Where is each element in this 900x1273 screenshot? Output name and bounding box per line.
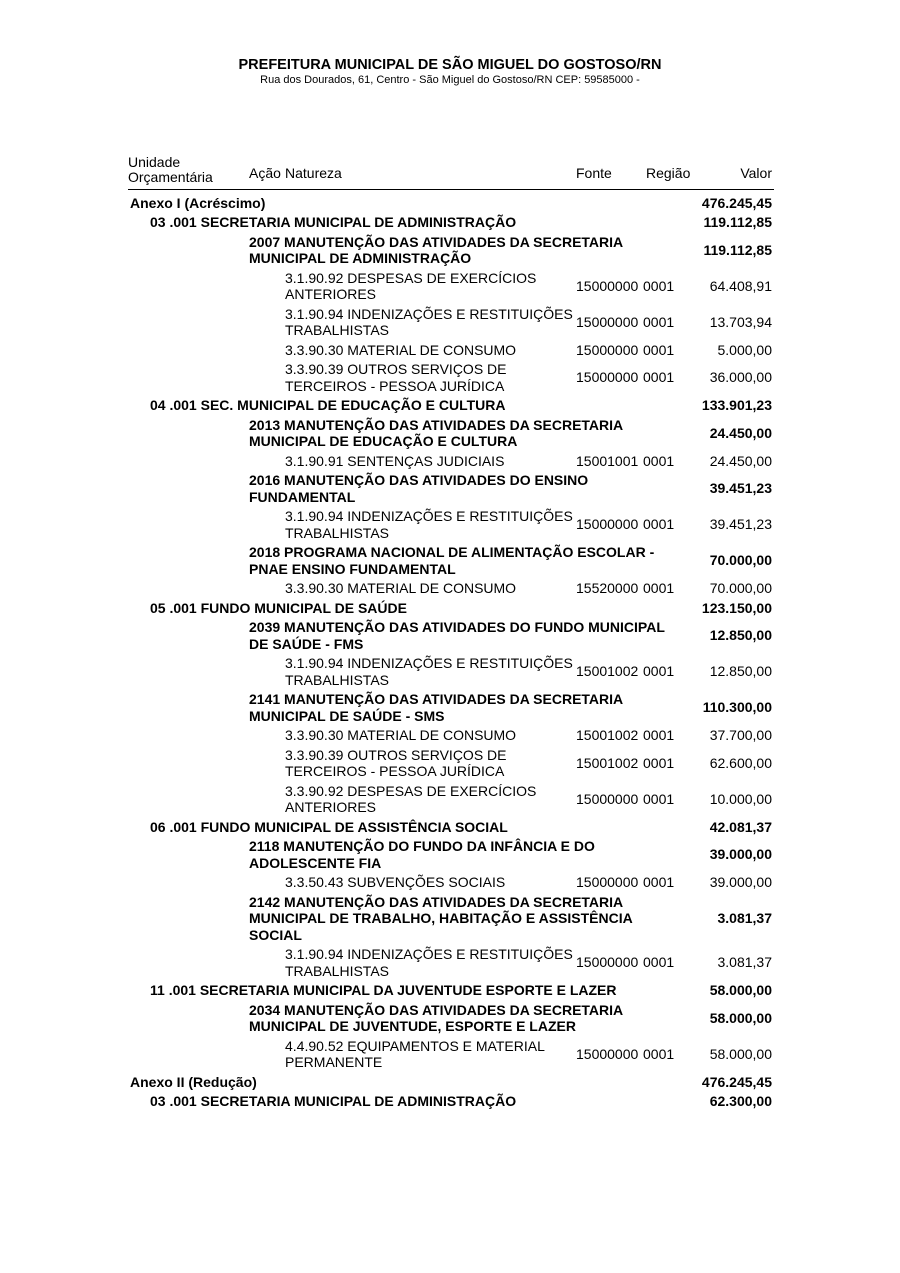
col-valor: Valor [740, 165, 772, 181]
row-regiao: 0001 [643, 341, 675, 358]
row-value: 39.000,00 [709, 874, 772, 890]
row-value: 12.850,00 [709, 627, 772, 644]
row-description: 2007 MANUTENÇÃO DAS ATIVIDADES DA SECRETARIA MUNICIPAL DE ADMINISTRAÇÃO [249, 233, 623, 266]
row-value: 58.000,00 [709, 982, 772, 998]
row-regiao: 0001 [643, 790, 675, 807]
unit-row [128, 213, 774, 233]
nature-row [128, 1036, 774, 1072]
unit-row [128, 1092, 774, 1112]
row-description: 03 .001 SECRETARIA MUNICIPAL DE ADMINISTRAÇÃO [150, 214, 517, 230]
nature-row [128, 945, 774, 981]
row-value: 39.000,00 [709, 846, 772, 863]
nature-row [128, 268, 774, 304]
row-description: 3.3.90.30 MATERIAL DE CONSUMO [285, 580, 517, 596]
row-description: 3.3.90.30 MATERIAL DE CONSUMO [285, 341, 517, 358]
row-description: 2141 MANUTENÇÃO DAS ATIVIDADES DA SECRETARIA MUNICIPAL DE SAÚDE - SMS [249, 691, 623, 724]
row-value: 42.081,37 [709, 818, 772, 835]
row-value: 39.451,23 [709, 480, 772, 497]
action-row [128, 232, 774, 268]
row-description: 4.4.90.52 EQUIPAMENTOS E MATERIAL PERMANENTE [285, 1037, 545, 1070]
row-description: Anexo I (Acréscimo) [130, 194, 266, 211]
row-regiao: 0001 [643, 452, 675, 469]
row-value: 476.245,45 [701, 1073, 772, 1090]
nature-row [128, 579, 774, 599]
unit-row [128, 817, 774, 837]
nature-row [128, 451, 774, 471]
col-orcamentaria: Orçamentária [128, 169, 213, 185]
row-description: 3.1.90.94 INDENIZAÇÕES E RESTITUIÇÕES TRABALHISTAS [285, 508, 573, 541]
row-description: 3.1.90.94 INDENIZAÇÕES E RESTITUIÇÕES TRABALHISTAS [285, 946, 573, 979]
row-regiao: 0001 [643, 369, 675, 386]
row-description: 2016 MANUTENÇÃO DAS ATIVIDADES DO ENSINO FUNDAMENTAL [249, 472, 589, 505]
action-row [128, 415, 774, 451]
row-regiao: 0001 [643, 754, 675, 771]
row-value: 70.000,00 [709, 552, 772, 569]
row-description: 2142 MANUTENÇÃO DAS ATIVIDADES DA SECRETARIA MUNICIPAL DE TRABALHO, HABITAÇÃO E ASSISTÊNCIA SOCIAL [249, 893, 633, 943]
nature-row [128, 873, 774, 893]
row-value: 13.703,94 [709, 313, 772, 330]
row-value: 119.112,85 [703, 214, 772, 230]
annex-row [128, 193, 774, 213]
action-row [128, 837, 774, 873]
nature-row [128, 360, 774, 396]
row-description: 2118 MANUTENÇÃO DO FUNDO DA INFÂNCIA E DO ADOLESCENTE FIA [249, 838, 595, 871]
row-description: Anexo II (Redução) [130, 1073, 257, 1090]
nature-row [128, 745, 774, 781]
row-value: 10.000,00 [709, 790, 772, 807]
row-value: 3.081,37 [717, 954, 772, 971]
row-value: 123.150,00 [701, 599, 772, 616]
row-value: 110.300,00 [702, 699, 772, 716]
table-header [128, 155, 774, 190]
nature-row [128, 726, 774, 746]
row-fonte: 15520000 [576, 580, 639, 596]
document-address: Rua dos Dourados, 61, Centro - São Miguel do Gostoso/RN CEP: 59585000 - [260, 74, 640, 86]
unit-row [128, 981, 774, 1001]
row-description: 3.3.90.39 OUTROS SERVIÇOS DE TERCEIROS - PESSOA JURÍDICA [285, 361, 507, 394]
row-value: 37.700,00 [709, 727, 772, 743]
row-regiao: 0001 [643, 663, 675, 680]
budget-table [128, 193, 774, 1111]
col-unidade-orcamentaria [128, 155, 213, 185]
unit-row [128, 598, 774, 618]
row-fonte: 15000000 [576, 516, 639, 533]
nature-row [128, 781, 774, 817]
row-fonte: 15000000 [576, 954, 639, 971]
row-description: 3.3.50.43 SUBVENÇÕES SOCIAIS [285, 874, 506, 890]
row-description: 3.3.90.30 MATERIAL DE CONSUMO [285, 727, 517, 743]
row-value: 39.451,23 [709, 516, 772, 533]
action-row [128, 892, 774, 945]
row-description: 04 .001 SEC. MUNICIPAL DE EDUCAÇÃO E CULTURA [150, 397, 506, 413]
row-fonte: 15000000 [576, 369, 639, 386]
document-title: PREFEITURA MUNICIPAL DE SÃO MIGUEL DO GOSTOSO/RN [238, 57, 662, 73]
row-description: 3.1.90.94 INDENIZAÇÕES E RESTITUIÇÕES TRABALHISTAS [285, 655, 573, 688]
nature-row [128, 304, 774, 340]
row-regiao: 0001 [643, 727, 675, 743]
row-regiao: 0001 [643, 954, 675, 971]
row-description: 06 .001 FUNDO MUNICIPAL DE ASSISTÊNCIA SOCIAL [150, 818, 508, 835]
row-value: 62.300,00 [709, 1093, 772, 1109]
row-fonte: 15001002 [576, 727, 639, 743]
nature-row [128, 340, 774, 360]
row-fonte: 15000000 [576, 790, 639, 807]
row-description: 2018 PROGRAMA NACIONAL DE ALIMENTAÇÃO ESCOLAR - PNAE ENSINO FUNDAMENTAL [249, 544, 655, 577]
row-fonte: 15000000 [576, 277, 639, 294]
row-description: 3.1.90.94 INDENIZAÇÕES E RESTITUIÇÕES TRABALHISTAS [285, 305, 573, 338]
row-value: 12.850,00 [709, 663, 772, 680]
action-row [128, 618, 774, 654]
action-row [128, 1000, 774, 1036]
row-value: 476.245,45 [701, 194, 772, 211]
action-row [128, 690, 774, 726]
row-fonte: 15000000 [576, 1045, 639, 1062]
nature-row [128, 507, 774, 543]
row-fonte: 15000000 [576, 313, 639, 330]
row-value: 24.450,00 [709, 452, 772, 469]
row-description: 3.3.90.92 DESPESAS DE EXERCÍCIOS ANTERIORES [285, 782, 537, 815]
nature-row [128, 654, 774, 690]
row-regiao: 0001 [643, 1045, 675, 1062]
row-value: 70.000,00 [709, 580, 772, 596]
row-value: 24.450,00 [709, 424, 772, 441]
row-regiao: 0001 [643, 516, 675, 533]
col-unidade: Unidade [128, 154, 181, 170]
row-description: 2034 MANUTENÇÃO DAS ATIVIDADES DA SECRETARIA MUNICIPAL DE JUVENTUDE, ESPORTE E LAZER [249, 1001, 623, 1034]
row-value: 58.000,00 [709, 1045, 772, 1062]
row-regiao: 0001 [643, 580, 675, 596]
row-value: 58.000,00 [709, 1009, 772, 1026]
row-value: 5.000,00 [717, 341, 772, 358]
col-acao: Ação [249, 165, 281, 181]
row-fonte: 15000000 [576, 874, 639, 890]
row-value: 3.081,37 [717, 910, 772, 926]
row-fonte: 15001002 [576, 663, 639, 680]
annex-row [128, 1072, 774, 1092]
row-description: 3.3.90.39 OUTROS SERVIÇOS DE TERCEIROS - PESSOA JURÍDICA [285, 746, 507, 779]
row-description: 05 .001 FUNDO MUNICIPAL DE SAÚDE [150, 599, 407, 616]
unit-row [128, 396, 774, 416]
row-description: 03 .001 SECRETARIA MUNICIPAL DE ADMINISTRAÇÃO [150, 1093, 517, 1109]
row-value: 62.600,00 [709, 754, 772, 771]
row-fonte: 15001002 [576, 754, 639, 771]
col-natureza: Natureza [285, 165, 342, 181]
col-fonte: Fonte [576, 165, 612, 181]
action-row [128, 471, 774, 507]
row-value: 119.112,85 [703, 241, 772, 258]
row-regiao: 0001 [643, 313, 675, 330]
row-value: 36.000,00 [709, 369, 772, 386]
row-description: 3.1.90.91 SENTENÇAS JUDICIAIS [285, 452, 505, 469]
row-description: 11 .001 SECRETARIA MUNICIPAL DA JUVENTUDE ESPORTE E LAZER [150, 982, 617, 998]
row-regiao: 0001 [643, 277, 675, 294]
row-value: 133.901,23 [701, 397, 772, 413]
row-regiao: 0001 [643, 874, 675, 890]
document-header [0, 57, 900, 87]
row-value: 64.408,91 [709, 277, 772, 294]
action-row [128, 543, 774, 579]
row-description: 2013 MANUTENÇÃO DAS ATIVIDADES DA SECRETARIA MUNICIPAL DE EDUCAÇÃO E CULTURA [249, 416, 623, 449]
row-description: 3.1.90.92 DESPESAS DE EXERCÍCIOS ANTERIORES [285, 269, 537, 302]
row-fonte: 15000000 [576, 341, 639, 358]
row-fonte: 15001001 [576, 452, 639, 469]
row-description: 2039 MANUTENÇÃO DAS ATIVIDADES DO FUNDO MUNICIPAL DE SAÚDE - FMS [249, 619, 665, 652]
col-regiao: Região [646, 165, 691, 181]
